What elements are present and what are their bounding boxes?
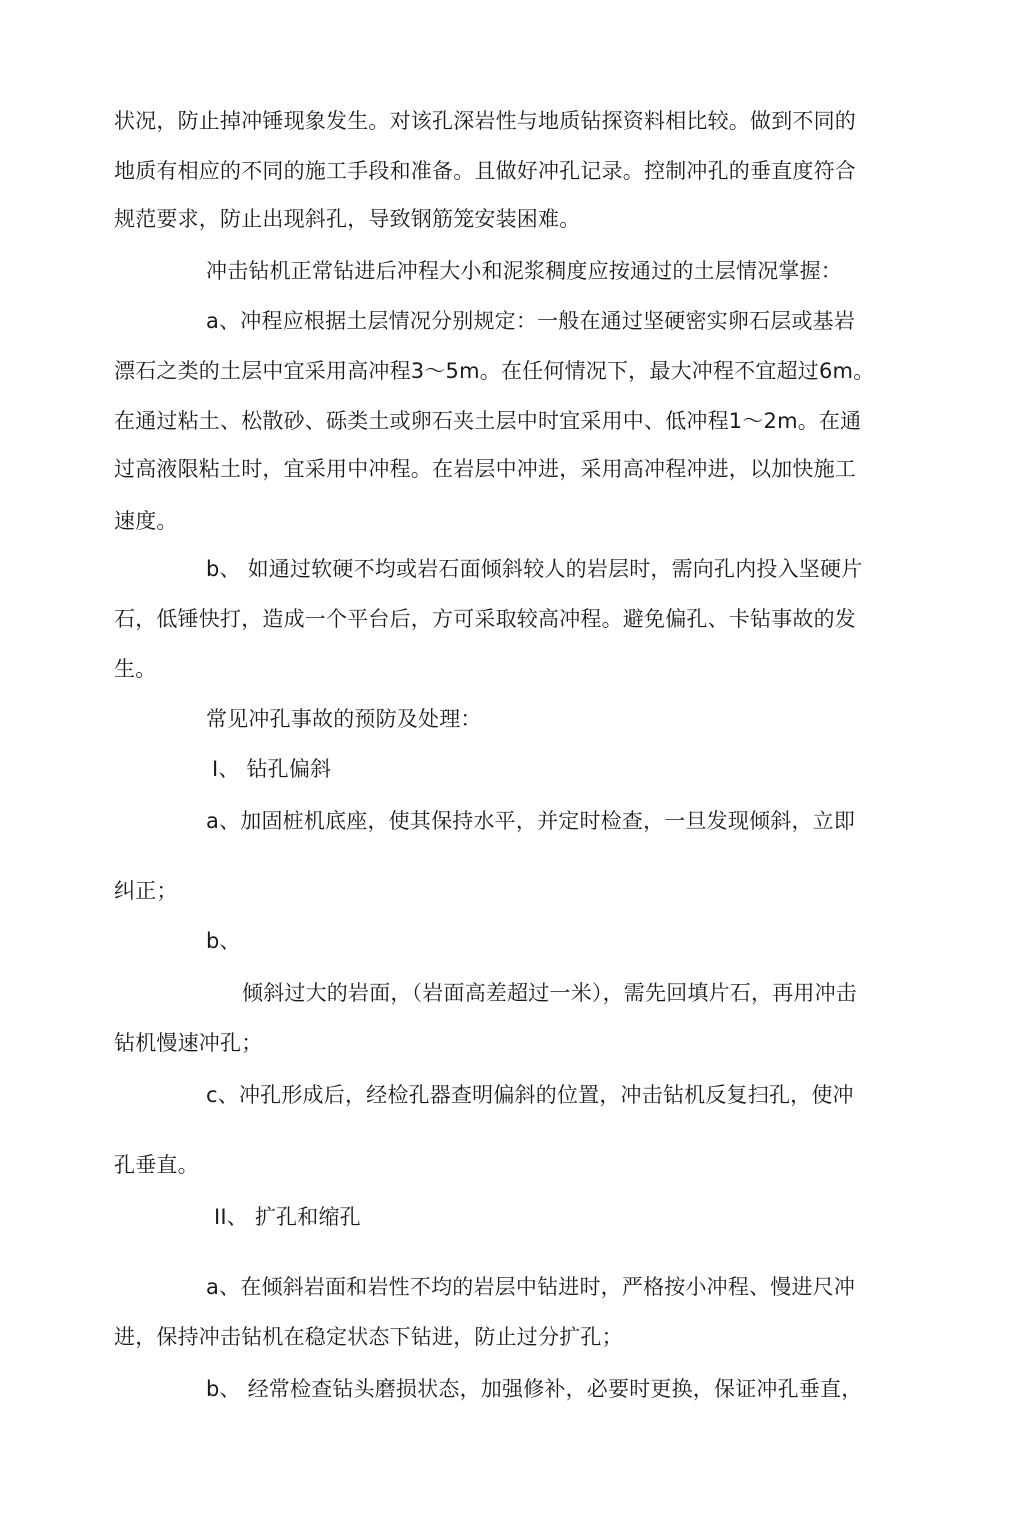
text-line: 石，低锤快打，造成一个平台后，方可采取较高冲程。避免偏孔、卡钻事故的发: [114, 607, 856, 631]
text-line: 状况，防止掉冲锤现象发生。对该孔深岩性与地质钻探资料相比较。做到不同的: [114, 109, 856, 133]
section-heading: 常见冲孔事故的预防及处理：: [206, 707, 482, 731]
text-line: b、 经常检查钻头磨损状态，加强修补，必要时更换，保证冲孔垂直，: [206, 1377, 863, 1401]
text-line: 在通过粘土、松散砂、砾类土或卵石夹土层中时宜采用中、低冲程1～2m。在通: [114, 409, 862, 433]
text-line: 规范要求，防止出现斜孔，导致钢筋笼安装困难。: [114, 207, 581, 231]
text-line: c、冲孔形成后，经检孔器查明偏斜的位置，冲击钻机反复扫孔，使冲: [206, 1083, 854, 1107]
text-line: a、加固桩机底座，使其保持水平，并定时检查，一旦发现倾斜，立即: [206, 809, 856, 833]
text-line: b、 如通过软硬不均或岩石面倾斜较人的岩层时，需向孔内投入坚硬片: [206, 557, 863, 581]
text-line: a、在倾斜岩面和岩性不均的岩层中钻进时，严格按小冲程、慢进尺冲: [206, 1275, 856, 1299]
text-line: 地质有相应的不同的施工手段和准备。且做好冲孔记录。控制冲孔的垂直度符合: [114, 159, 856, 183]
text-line: 倾斜过大的岩面，（岩面高差超过一米），需先回填片石，再用冲击: [242, 981, 857, 1005]
text-line: 钻机慢速冲孔；: [114, 1031, 263, 1055]
text-line: 漂石之类的土层中宜采用高冲程3～5m。在任何情况下，最大冲程不宜超过6m。: [114, 359, 875, 383]
text-line: 孔垂直。: [114, 1153, 199, 1177]
text-line: a、冲程应根据土层情况分别规定：一般在通过坚硬密实卵石层或基岩: [206, 309, 856, 333]
paragraph-intro: 冲击钻机正常钻进后冲程大小和泥浆稠度应按通过的土层情况掌握：: [206, 259, 842, 283]
text-line: 生。: [114, 657, 157, 681]
text-line: 进，保持冲击钻机在稳定状态下钻进，防止过分扩孔；: [114, 1325, 623, 1349]
subsection-heading: I、 钻孔偏斜: [212, 757, 332, 781]
text-line: 速度。: [114, 509, 178, 533]
list-marker: b、: [206, 929, 241, 953]
text-line: 纠正；: [114, 879, 178, 903]
subsection-heading: II、 扩孔和缩孔: [214, 1205, 361, 1229]
text-line: 过高液限粘土时，宜采用中冲程。在岩层中冲进，采用高冲程冲进，以加快施工: [114, 457, 856, 481]
